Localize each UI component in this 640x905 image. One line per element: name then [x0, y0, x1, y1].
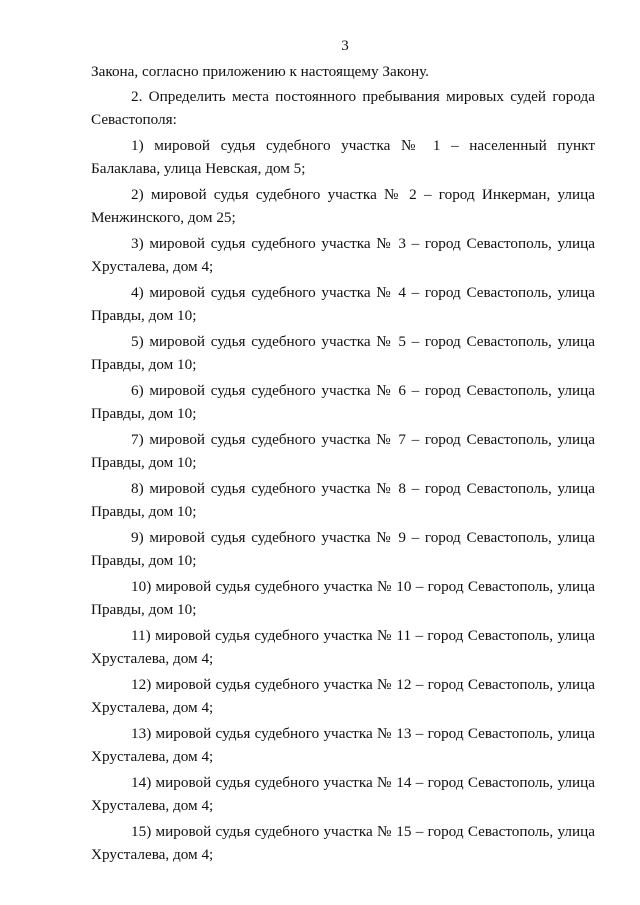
section-paragraph: [91, 84, 595, 132]
list-item-line-2: Менжинского, дом 25;: [91, 209, 236, 226]
list-item: [91, 672, 595, 720]
list-item-line-1: 2) мировой судья судебного участка № 2 – город Инкерман, улица: [131, 185, 595, 203]
list-item-line-2: Правды, дом 10;: [91, 356, 197, 373]
list-item: [91, 819, 595, 867]
list-item: [91, 329, 595, 377]
document-body: [91, 60, 595, 868]
list-item-line-2: Балаклава, улица Невская, дом 5;: [91, 160, 306, 177]
list-item-line-2: Правды, дом 10;: [91, 307, 197, 324]
list-item-line-2: Хрусталева, дом 4;: [91, 258, 214, 275]
list-item-line-1: 12) мировой судья судебного участка № 12 – город Севастополь, улица: [131, 675, 595, 693]
list-item: [91, 525, 595, 573]
list-item-line-2: Правды, дом 10;: [91, 552, 197, 569]
list-item-line-1: 7) мировой судья судебного участка № 7 – город Севастополь, улица: [131, 430, 595, 448]
list-item-line-1: 11) мировой судья судебного участка № 11 – город Севастополь, улица: [131, 626, 595, 644]
list-item-line-2: Хрусталева, дом 4;: [91, 748, 214, 765]
list-item-line-1: 13) мировой судья судебного участка № 13 – город Севастополь, улица: [131, 724, 595, 742]
list-item-line-1: 5) мировой судья судебного участка № 5 – город Севастополь, улица: [131, 332, 595, 350]
list-item-line-2: Правды, дом 10;: [91, 405, 197, 422]
list-item: [91, 280, 595, 328]
list-item-line-1: 8) мировой судья судебного участка № 8 – город Севастополь, улица: [131, 479, 595, 497]
page-number: 3: [341, 38, 349, 54]
list-item-line-2: Правды, дом 10;: [91, 601, 197, 618]
list-item: [91, 378, 595, 426]
list-item-line-1: 14) мировой судья судебного участка № 14 – город Севастополь, улица: [131, 773, 595, 791]
list-item: [91, 476, 595, 524]
section-line-1: 2. Определить места постоянного пребывания мировых судей города: [131, 87, 595, 105]
list-item-line-1: 3) мировой судья судебного участка № 3 – город Севастополь, улица: [131, 234, 595, 252]
list-item: [91, 623, 595, 671]
list-item: [91, 133, 595, 181]
list-item-line-1: 4) мировой судья судебного участка № 4 – город Севастополь, улица: [131, 283, 595, 301]
intro-line: Закона, согласно приложению к настоящему Закону.: [91, 63, 429, 80]
list-item: [91, 182, 595, 230]
list-item: [91, 721, 595, 769]
list-item: [91, 427, 595, 475]
list-item-line-1: 6) мировой судья судебного участка № 6 – город Севастополь, улица: [131, 381, 595, 399]
list-item: [91, 231, 595, 279]
list-item-line-2: Правды, дом 10;: [91, 454, 197, 471]
list-item: [91, 574, 595, 622]
list-item-line-1: 9) мировой судья судебного участка № 9 – город Севастополь, улица: [131, 528, 595, 546]
list-item: [91, 770, 595, 818]
list-item-line-2: Хрусталева, дом 4;: [91, 846, 214, 863]
list-item-line-2: Правды, дом 10;: [91, 503, 197, 520]
list-item-line-2: Хрусталева, дом 4;: [91, 797, 214, 814]
list-item-line-1: 15) мировой судья судебного участка № 15 – город Севастополь, улица: [131, 822, 595, 840]
list-item-line-2: Хрусталева, дом 4;: [91, 699, 214, 716]
section-line-2: Севастополя:: [91, 111, 177, 128]
list-item-line-1: 10) мировой судья судебного участка № 10 – город Севастополь, улица: [131, 577, 595, 595]
list-item-line-2: Хрусталева, дом 4;: [91, 650, 214, 667]
list-item-line-1: 1) мировой судья судебного участка № 1 – населенный пункт: [131, 136, 595, 154]
